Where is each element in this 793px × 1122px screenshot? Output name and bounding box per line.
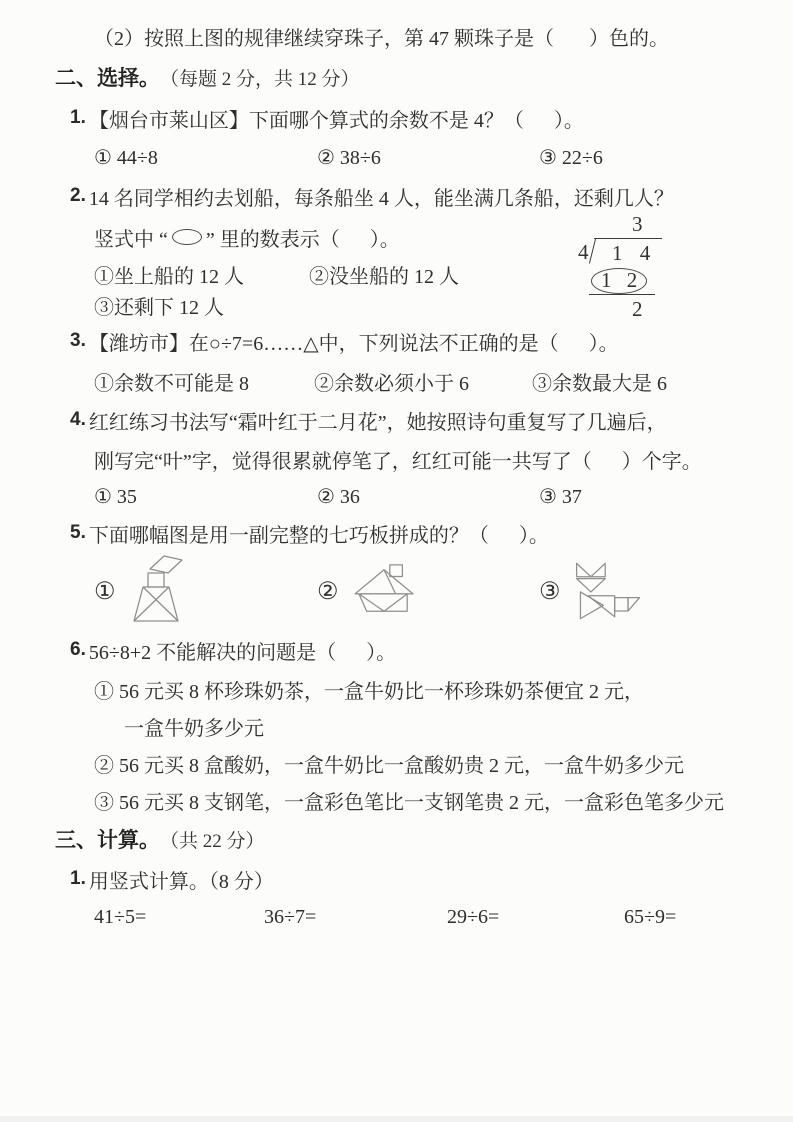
- tangram-house-icon: [347, 563, 423, 619]
- q3-number: 3.: [70, 330, 86, 351]
- division-remainder: 2: [632, 297, 643, 321]
- division-dividend: 1 4: [594, 238, 662, 266]
- q1-options: [0, 138, 793, 176]
- tangram-lamp-icon: [124, 553, 186, 629]
- long-division-diagram: [578, 214, 688, 320]
- q5-figure-1-label: ①: [94, 578, 116, 605]
- q5-stem: [0, 514, 793, 552]
- calc-problem-3: 29÷6=: [447, 905, 500, 928]
- section-choice-title: 二、选择。: [55, 67, 160, 90]
- section-calc-header: [0, 818, 793, 860]
- q2-option-1: ①坐上船的 12 人: [94, 265, 244, 288]
- q4-options: [0, 478, 793, 514]
- q4-stem-line1: [0, 400, 793, 440]
- q4-stem-line2: [0, 440, 793, 478]
- section-choice-header: [0, 56, 793, 98]
- q5-figure-1: [94, 553, 317, 629]
- division-quotient: 3: [632, 212, 643, 236]
- section-calc-title: 三、计算。: [55, 829, 160, 852]
- q1-stem: [0, 98, 793, 138]
- q1-text: 【烟台市莱山区】下面哪个算式的余数不是 4？（ ）。: [88, 109, 584, 132]
- q6-option-3-text: ③ 56 元买 8 支钢笔，一盒彩色笔比一支钢笔贵 2 元，一盒彩色笔多少元: [94, 791, 724, 814]
- q6-option-1-line1: [0, 670, 793, 708]
- question-part2-line: [0, 16, 793, 56]
- q2-option-3: ③还剩下 12 人: [94, 296, 224, 319]
- q2-stem-line1: [0, 176, 793, 216]
- q3-options: [0, 362, 793, 400]
- q3-option-3: ③余数最大是 6: [532, 372, 667, 395]
- q2-text-line1: 14 名同学相约去划船，每条船坐 4 人，能坐满几条船，还剩几人？: [88, 187, 674, 210]
- q6-number: 6.: [70, 639, 86, 660]
- question-part2-text: （2）按照上图的规律继续穿珠子，第 47 颗珠子是（ ）色的。: [94, 27, 669, 50]
- q5-number: 5.: [70, 522, 86, 543]
- q4-text-line2: 刚写完“叶”字，觉得很累就停笔了，红红可能一共写了（ ）个字。: [94, 450, 702, 473]
- q5-figure-2: [317, 563, 539, 619]
- q4-option-3: ③ 37: [539, 485, 582, 508]
- q5-figure-3: [539, 561, 649, 621]
- q6-text: 56÷8+2 不能解决的问题是（ ）。: [88, 641, 397, 664]
- q5-figures: [0, 552, 793, 630]
- calc-q1-title: [0, 860, 793, 898]
- q6-option-2-text: ② 56 元买 8 盒酸奶，一盒牛奶比一盒酸奶贵 2 元，一盒牛奶多少元: [94, 754, 684, 777]
- oval-shape: [172, 229, 202, 245]
- q6-stem: [0, 630, 793, 670]
- q3-option-2: ②余数必须小于 6: [314, 372, 469, 395]
- calc-problems-row: [0, 898, 793, 936]
- q1-option-3: ③ 22÷6: [539, 146, 603, 169]
- q4-option-1: ① 35: [94, 485, 137, 508]
- q2-text-line2-prefix: 竖式中 “: [94, 228, 168, 251]
- q6-option-3: [0, 782, 793, 818]
- q6-option-1-line2: [0, 708, 793, 744]
- q5-text: 下面哪幅图是用一副完整的七巧板拼成的？（ ）。: [88, 524, 549, 547]
- q2-number: 2.: [70, 185, 86, 206]
- calc-problem-4: 65÷9=: [624, 905, 677, 928]
- page-bottom-scan-edge: [0, 1116, 793, 1122]
- calc-problem-2: 36÷7=: [264, 905, 317, 928]
- section-choice-score: （每题 2 分，共 12 分）: [160, 68, 360, 90]
- q4-number: 4.: [70, 409, 86, 430]
- q1-option-2: ② 38÷6: [317, 146, 381, 169]
- q2-text-line2-suffix: ” 里的数表示（ ）。: [205, 228, 400, 251]
- section-calc-score: （共 22 分）: [160, 830, 265, 852]
- q5-figure-3-label: ③: [539, 578, 561, 605]
- q3-option-1: ①余数不可能是 8: [94, 372, 249, 395]
- q6-option-2: [0, 744, 793, 782]
- q2-option-2: ②没坐船的 12 人: [309, 265, 459, 288]
- q1-number: 1.: [70, 107, 86, 128]
- division-product-circled: 1 2: [591, 268, 647, 294]
- q3-text: 【潍坊市】在○÷7=6……△中，下列说法不正确的是（ ）。: [88, 332, 619, 355]
- calc-problem-1: 41÷5=: [94, 905, 147, 928]
- q6-option-1-text-line2: 一盒牛奶多少元: [124, 717, 264, 740]
- q5-figure-2-label: ②: [317, 578, 339, 605]
- q6-option-1-text-line1: ① 56 元买 8 杯珍珠奶茶，一盒牛奶比一杯珍珠奶茶便宜 2 元，: [94, 680, 644, 703]
- q4-option-2: ② 36: [317, 485, 360, 508]
- tangram-fox-icon: [569, 561, 649, 621]
- calc-q1-text: 用竖式计算。（8 分）: [88, 870, 274, 893]
- calc-q1-number: 1.: [70, 868, 86, 889]
- q4-text-line1: 红红练习书法写“霜叶红于二月花”，她按照诗句重复写了几遍后，: [88, 411, 667, 434]
- division-divisor: 4: [578, 240, 589, 264]
- q1-option-1: ① 44÷8: [94, 146, 158, 169]
- q3-stem: [0, 320, 793, 362]
